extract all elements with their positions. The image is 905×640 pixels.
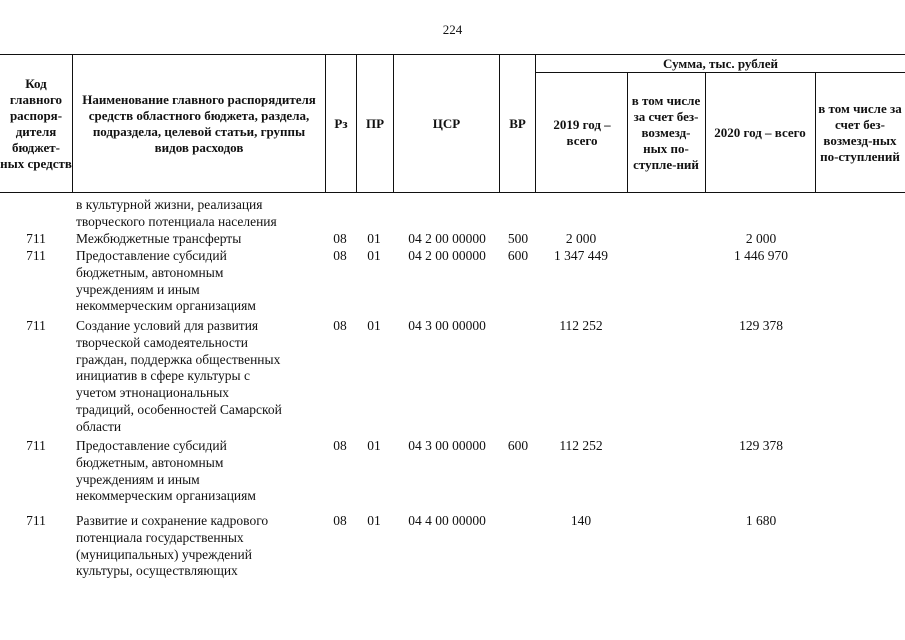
row-rz: 08 [333, 438, 347, 453]
col-rule-8 [705, 72, 706, 193]
col-rule-7 [627, 72, 628, 193]
row-sum-2020: 1 680 [745, 513, 777, 528]
row-code: 711 [26, 231, 46, 246]
header-code: Код главного распоря-дителя бюджет-ных средств [0, 75, 72, 171]
header-pr: ПР [365, 115, 385, 131]
row-sum-2019: 112 252 [559, 438, 603, 453]
col-rule-6 [535, 54, 536, 193]
row-name: в культурной жизни, реализация творческого потенциала населения [76, 197, 277, 229]
row-pr: 01 [367, 513, 381, 528]
row-code: 711 [26, 318, 46, 333]
row-csr: 04 4 00 00000 [408, 513, 486, 528]
row-csr: 04 2 00 00000 [408, 248, 486, 263]
header-csr: ЦСР [432, 115, 461, 131]
row-vr: 600 [507, 438, 529, 453]
row-sum-2019: 2 000 [565, 231, 597, 246]
row-pr: 01 [367, 438, 381, 453]
row-sum-2019: 1 347 449 [554, 248, 608, 263]
header-name: Наименование главного распорядителя средств областного бюджета, раздела, подраздела, целевой статьи, группы видов расходов [82, 91, 316, 155]
row-sum-2019: 140 [570, 513, 592, 528]
row-sum-2019: 112 252 [559, 318, 603, 333]
header-sum: Сумма, тыс. рублей [663, 55, 778, 71]
row-pr: 01 [367, 318, 381, 333]
row-name: Межбюджетные трансферты [76, 231, 242, 246]
row-sum-2020: 1 446 970 [734, 248, 788, 263]
header-rz: Рз [334, 115, 348, 131]
row-vr: 500 [507, 231, 529, 246]
row-csr: 04 3 00 00000 [408, 438, 486, 453]
row-pr: 01 [367, 248, 381, 263]
row-csr: 04 2 00 00000 [408, 231, 486, 246]
row-vr: 600 [507, 248, 529, 263]
row-name: Предоставление субсидий бюджетным, автономным учреждениям и иным некоммерческим организациям [76, 438, 256, 504]
row-name: Создание условий для развития творческой самодеятельности граждан, поддержка общественных инициатив в сфере культуры с учетом этнонациональных традиций, особенностей Самарской области [76, 318, 282, 434]
header-2019-total: 2019 год – всего [553, 116, 611, 148]
page-number: 224 [442, 22, 463, 37]
row-code: 711 [26, 438, 46, 453]
row-sum-2020: 129 378 [739, 318, 783, 333]
row-sum-2020: 129 378 [739, 438, 783, 453]
header-2020-total: 2020 год – всего [714, 124, 806, 140]
row-name: Развитие и сохранение кадрового потенциала государственных (муниципальных) учреждений культуры, осуществляющих [76, 513, 269, 579]
header-2020-free: в том числе за счет без-возмезд-ных по-ступлений [818, 100, 902, 164]
row-code: 711 [26, 248, 46, 263]
row-csr: 04 3 00 00000 [408, 318, 486, 333]
row-rz: 08 [333, 248, 347, 263]
col-rule-9 [815, 72, 816, 193]
row-code: 711 [26, 513, 46, 528]
header-2019-free: в том числе за счет без-возмезд-ных по-ступле-ний [631, 92, 701, 172]
row-pr: 01 [367, 231, 381, 246]
col-rule-1 [72, 54, 73, 193]
header-bottom-rule [0, 192, 905, 193]
row-rz: 08 [333, 318, 347, 333]
row-name: Предоставление субсидий бюджетным, автономным учреждениям и иным некоммерческим организациям [76, 248, 256, 314]
row-rz: 08 [333, 513, 347, 528]
row-sum-2020: 2 000 [745, 231, 777, 246]
header-vr: ВР [509, 115, 526, 131]
row-rz: 08 [333, 231, 347, 246]
